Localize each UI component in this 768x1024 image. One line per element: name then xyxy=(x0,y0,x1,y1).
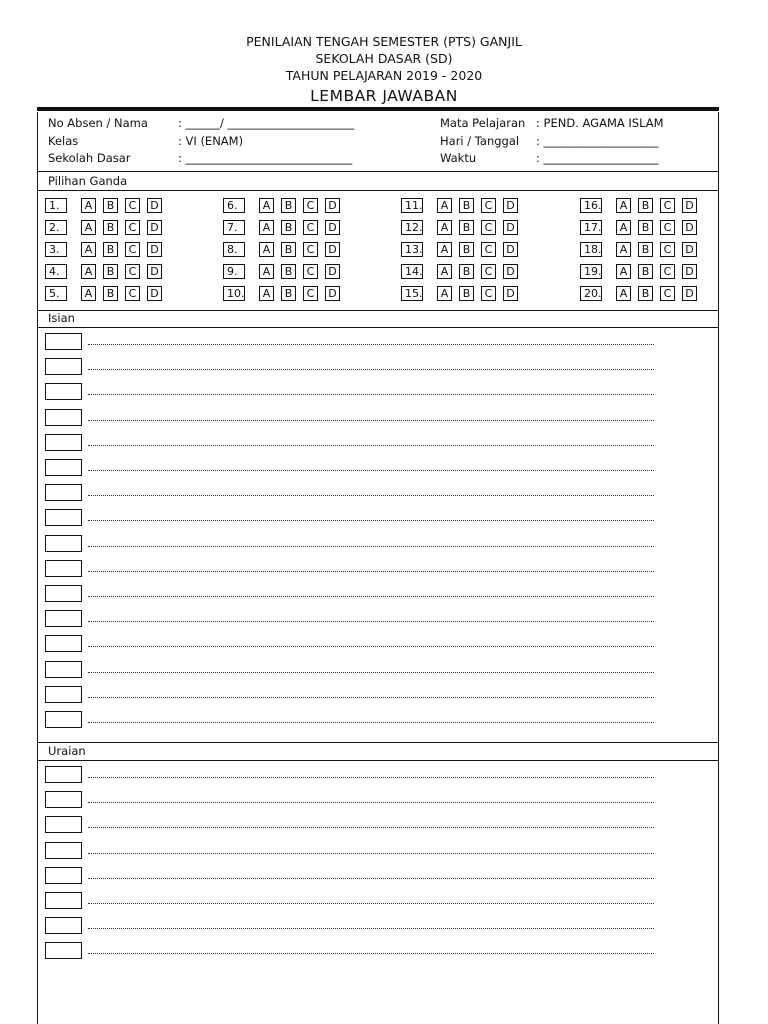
choice-d-box[interactable]: D xyxy=(682,220,697,235)
choice-a-box[interactable]: A xyxy=(81,242,96,257)
field-waktu[interactable]: : ____________________ xyxy=(536,151,659,165)
choice-c-box[interactable]: C xyxy=(660,220,675,235)
choice-b-box[interactable]: B xyxy=(103,264,118,279)
divider xyxy=(37,760,719,761)
choice-a-box[interactable]: A xyxy=(259,242,274,257)
choice-b-box[interactable]: B xyxy=(281,264,296,279)
choice-d-box[interactable]: D xyxy=(682,242,697,257)
question-number: 13. xyxy=(401,242,423,257)
answer-number-box[interactable] xyxy=(45,816,82,833)
choice-b-box[interactable]: B xyxy=(281,220,296,235)
answer-number-box[interactable] xyxy=(45,409,82,426)
divider xyxy=(37,310,719,311)
choice-b-box[interactable]: B xyxy=(459,220,474,235)
choice-d-box[interactable]: D xyxy=(503,220,518,235)
choice-b-box[interactable]: B xyxy=(103,198,118,213)
question-number: 14. xyxy=(401,264,423,279)
choice-a-box[interactable]: A xyxy=(437,242,452,257)
question-number: 12. xyxy=(401,220,423,235)
answer-number-box[interactable] xyxy=(45,434,82,451)
header-rule xyxy=(37,107,719,111)
choice-d-box[interactable]: D xyxy=(682,264,697,279)
choice-d-box[interactable]: D xyxy=(682,198,697,213)
answer-number-box[interactable] xyxy=(45,383,82,400)
choice-b-box[interactable]: B xyxy=(638,242,653,257)
section-title-pilihan-ganda: Pilihan Ganda xyxy=(48,174,128,188)
choice-c-box[interactable]: C xyxy=(660,264,675,279)
question-number: 15. xyxy=(401,286,423,301)
answer-dotted-line[interactable] xyxy=(88,644,654,647)
header-line-3: TAHUN PELAJARAN 2019 - 2020 xyxy=(285,68,483,83)
question-number: 3. xyxy=(45,242,67,257)
answer-number-box[interactable] xyxy=(45,358,82,375)
question-number: 2. xyxy=(45,220,67,235)
question-number: 6. xyxy=(223,198,245,213)
choice-d-box[interactable]: D xyxy=(325,220,340,235)
answer-number-box[interactable] xyxy=(45,661,82,678)
answer-number-box[interactable] xyxy=(45,459,82,476)
choice-d-box[interactable]: D xyxy=(325,198,340,213)
answer-dotted-line[interactable] xyxy=(88,901,654,904)
choice-b-box[interactable]: B xyxy=(459,198,474,213)
choice-c-box[interactable]: C xyxy=(125,264,140,279)
answer-number-box[interactable] xyxy=(45,585,82,602)
answer-number-box[interactable] xyxy=(45,842,82,859)
choice-b-box[interactable]: B xyxy=(281,242,296,257)
answer-dotted-line[interactable] xyxy=(88,342,654,345)
choice-c-box[interactable]: C xyxy=(660,242,675,257)
answer-number-box[interactable] xyxy=(45,892,82,909)
choice-b-box[interactable]: B xyxy=(281,198,296,213)
divider xyxy=(37,171,719,172)
label-hari-tanggal: Hari / Tanggal xyxy=(440,134,520,148)
field-sekolah[interactable]: : _____________________________ xyxy=(178,151,353,165)
answer-number-box[interactable] xyxy=(45,791,82,808)
answer-dotted-line[interactable] xyxy=(88,851,654,854)
divider xyxy=(37,742,719,743)
answer-dotted-line[interactable] xyxy=(88,825,654,828)
choice-c-box[interactable]: C xyxy=(303,264,318,279)
choice-d-box[interactable]: D xyxy=(147,220,162,235)
choice-d-box[interactable]: D xyxy=(147,264,162,279)
answer-dotted-line[interactable] xyxy=(88,544,654,547)
choice-c-box[interactable]: C xyxy=(481,242,496,257)
choice-c-box[interactable]: C xyxy=(125,220,140,235)
choice-b-box[interactable]: B xyxy=(459,286,474,301)
answer-dotted-line[interactable] xyxy=(88,800,654,803)
question-number: 4. xyxy=(45,264,67,279)
choice-c-box[interactable]: C xyxy=(481,220,496,235)
choice-d-box[interactable]: D xyxy=(503,198,518,213)
answer-number-box[interactable] xyxy=(45,766,82,783)
choice-a-box[interactable]: A xyxy=(437,264,452,279)
choice-a-box[interactable]: A xyxy=(616,242,631,257)
choice-a-box[interactable]: A xyxy=(81,264,96,279)
choice-c-box[interactable]: C xyxy=(660,286,675,301)
question-number: 10. xyxy=(223,286,245,301)
answer-dotted-line[interactable] xyxy=(88,720,654,723)
answer-number-box[interactable] xyxy=(45,867,82,884)
choice-b-box[interactable]: B xyxy=(103,242,118,257)
question-number: 8. xyxy=(223,242,245,257)
label-absen-nama: No Absen / Nama xyxy=(48,116,148,130)
choice-a-box[interactable]: A xyxy=(616,220,631,235)
question-number: 16. xyxy=(580,198,602,213)
choice-c-box[interactable]: C xyxy=(481,264,496,279)
choice-b-box[interactable]: B xyxy=(103,286,118,301)
question-number: 19. xyxy=(580,264,602,279)
choice-a-box[interactable]: A xyxy=(81,198,96,213)
answer-dotted-line[interactable] xyxy=(88,594,654,597)
choice-d-box[interactable]: D xyxy=(503,264,518,279)
choice-d-box[interactable]: D xyxy=(147,286,162,301)
choice-a-box[interactable]: A xyxy=(437,220,452,235)
choice-c-box[interactable]: C xyxy=(125,242,140,257)
header-line-1: PENILAIAN TENGAH SEMESTER (PTS) GANJIL xyxy=(246,34,522,49)
choice-b-box[interactable]: B xyxy=(103,220,118,235)
choice-a-box[interactable]: A xyxy=(259,286,274,301)
choice-c-box[interactable]: C xyxy=(125,286,140,301)
question-number: 9. xyxy=(223,264,245,279)
choice-a-box[interactable]: A xyxy=(437,198,452,213)
answer-number-box[interactable] xyxy=(45,686,82,703)
choice-c-box[interactable]: C xyxy=(303,198,318,213)
choice-a-box[interactable]: A xyxy=(616,198,631,213)
choice-b-box[interactable]: B xyxy=(459,264,474,279)
choice-d-box[interactable]: D xyxy=(503,286,518,301)
choice-a-box[interactable]: A xyxy=(437,286,452,301)
choice-c-box[interactable]: C xyxy=(660,198,675,213)
answer-dotted-line[interactable] xyxy=(88,418,654,421)
answer-number-box[interactable] xyxy=(45,484,82,501)
choice-b-box[interactable]: B xyxy=(638,264,653,279)
field-kelas: : VI (ENAM) xyxy=(178,134,244,148)
choice-c-box[interactable]: C xyxy=(303,220,318,235)
question-number: 18. xyxy=(580,242,602,257)
divider xyxy=(37,190,719,191)
answer-dotted-line[interactable] xyxy=(88,443,654,446)
divider xyxy=(37,327,719,328)
field-hari-tanggal[interactable]: : ____________________ xyxy=(536,134,659,148)
answer-dotted-line[interactable] xyxy=(88,926,654,929)
choice-a-box[interactable]: A xyxy=(259,198,274,213)
answer-number-box[interactable] xyxy=(45,610,82,627)
field-mata-pelajaran: : PEND. AGAMA ISLAM xyxy=(536,116,664,130)
question-number: 11. xyxy=(401,198,423,213)
question-number: 20. xyxy=(580,286,602,301)
choice-a-box[interactable]: A xyxy=(616,264,631,279)
question-number: 1. xyxy=(45,198,67,213)
choice-d-box[interactable]: D xyxy=(682,286,697,301)
choice-b-box[interactable]: B xyxy=(638,286,653,301)
choice-d-box[interactable]: D xyxy=(503,242,518,257)
answer-number-box[interactable] xyxy=(45,917,82,934)
label-mata-pelajaran: Mata Pelajaran xyxy=(440,116,526,130)
choice-b-box[interactable]: B xyxy=(638,220,653,235)
choice-b-box[interactable]: B xyxy=(638,198,653,213)
label-waktu: Waktu xyxy=(440,151,477,165)
header-line-2: SEKOLAH DASAR (SD) xyxy=(315,51,453,66)
answer-dotted-line[interactable] xyxy=(88,468,654,471)
choice-c-box[interactable]: C xyxy=(303,286,318,301)
choice-c-box[interactable]: C xyxy=(481,198,496,213)
answer-number-box[interactable] xyxy=(45,560,82,577)
choice-c-box[interactable]: C xyxy=(125,198,140,213)
answer-dotted-line[interactable] xyxy=(88,367,654,370)
answer-number-box[interactable] xyxy=(45,711,82,728)
choice-b-box[interactable]: B xyxy=(281,286,296,301)
choice-a-box[interactable]: A xyxy=(81,220,96,235)
choice-a-box[interactable]: A xyxy=(81,286,96,301)
label-sekolah: Sekolah Dasar xyxy=(48,151,131,165)
section-title-uraian: Uraian xyxy=(48,744,86,758)
page-title: LEMBAR JAWABAN xyxy=(310,87,458,105)
answer-number-box[interactable] xyxy=(45,635,82,652)
answer-number-box[interactable] xyxy=(45,942,82,959)
question-number: 17. xyxy=(580,220,602,235)
choice-d-box[interactable]: D xyxy=(325,264,340,279)
question-number: 5. xyxy=(45,286,67,301)
answer-dotted-line[interactable] xyxy=(88,695,654,698)
answer-dotted-line[interactable] xyxy=(88,619,654,622)
answer-dotted-line[interactable] xyxy=(88,392,654,395)
choice-c-box[interactable]: C xyxy=(303,242,318,257)
answer-dotted-line[interactable] xyxy=(88,951,654,954)
answer-dotted-line[interactable] xyxy=(88,518,654,521)
section-title-isian: Isian xyxy=(48,311,75,325)
answer-dotted-line[interactable] xyxy=(88,876,654,879)
question-number: 7. xyxy=(223,220,245,235)
choice-a-box[interactable]: A xyxy=(259,220,274,235)
choice-d-box[interactable]: D xyxy=(325,242,340,257)
choice-b-box[interactable]: B xyxy=(459,242,474,257)
label-kelas: Kelas xyxy=(48,134,79,148)
choice-a-box[interactable]: A xyxy=(616,286,631,301)
field-absen-nama[interactable]: : ______/ ______________________ xyxy=(178,116,355,130)
answer-dotted-line[interactable] xyxy=(88,569,654,572)
choice-c-box[interactable]: C xyxy=(481,286,496,301)
answer-number-box[interactable] xyxy=(45,333,82,350)
answer-number-box[interactable] xyxy=(45,535,82,552)
choice-d-box[interactable]: D xyxy=(147,198,162,213)
choice-d-box[interactable]: D xyxy=(147,242,162,257)
answer-dotted-line[interactable] xyxy=(88,493,654,496)
answer-dotted-line[interactable] xyxy=(88,775,654,778)
answer-dotted-line[interactable] xyxy=(88,670,654,673)
choice-d-box[interactable]: D xyxy=(325,286,340,301)
answer-number-box[interactable] xyxy=(45,509,82,526)
choice-a-box[interactable]: A xyxy=(259,264,274,279)
